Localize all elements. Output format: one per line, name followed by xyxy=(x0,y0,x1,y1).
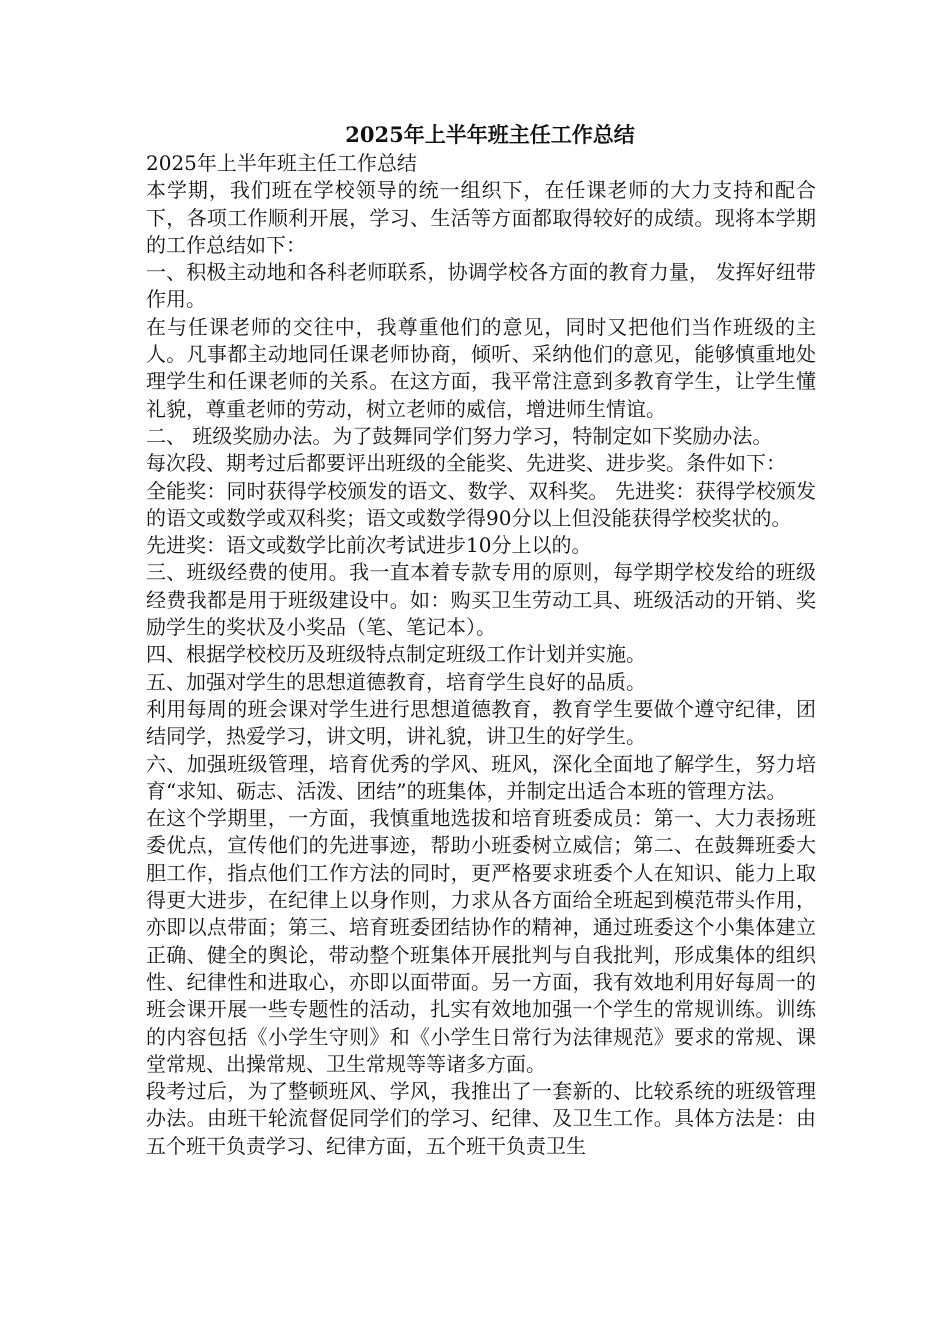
paragraph-section-1-heading: 一、积极主动地和各科老师联系，协调学校各方面的教育力量， 发挥好纽带作用。 xyxy=(146,260,816,312)
paragraph-award-all-round: 全能奖：同时获得学校颁发的语文、数学、双科奖。 先进奖：获得学校颁发的语文或数学或双科奖；语文或数学得90分以上但没能获得学校奖状的。 xyxy=(146,478,816,530)
paragraph-section-2-heading: 二、 班级奖励办法。为了鼓舞同学们努力学习，特制定如下奖励办法。 xyxy=(146,423,773,448)
paragraph-section-6-heading: 六、加强班级管理，培育优秀的学风、班风，深化全面地了解学生，努力培育“求知、砺志、活泼、团结”的班集体，并制定出适合本班的管理方法。 xyxy=(146,751,816,803)
paragraph-intro: 本学期，我们班在学校领导的统一组织下，在任课老师的大力支持和配合下，各项工作顺利开展，学习、生活等方面都取得较好的成绩。现将本学期的工作总结如下： xyxy=(146,178,816,257)
document-page xyxy=(146,120,816,1160)
paragraph-section-6-body: 在这个学期里，一方面，我慎重地选拔和培育班委成员：第一、大力表扬班委优点，宣传他们的先进事迹，帮助小班委树立威信；第二、在鼓舞班委大胆工作，指点他们工作方法的同时，更严格要求班委个人在知识、能力上取得更大进步，在纪律上以身作则，力求从各方面给全班起到模范带头作用，亦即以点带面；第三、培育班委团结协作的精神，通过班委这个小集体建立正确、健全的舆论，带动整个班集体开展批判与自我批判，形成集体的组织性、纪律性和进取心，亦即以面带面。另一方面，我有效地利用好每周一的班会课开展一些专题性的活动，扎实有效地加强一个学生的常规训练。训练的内容包括《小学生守则》和《小学生日常行为法律规范》要求的常规、课堂常规、出操常规、卫生常规等等诸多方面。 xyxy=(146,806,816,1076)
paragraph-section-2-conditions: 每次段、期考过后都要评出班级的全能奖、先进奖、进步奖。条件如下： xyxy=(146,451,786,476)
paragraph-section-1-body: 在与任课老师的交往中，我尊重他们的意见，同时又把他们当作班级的主人。凡事都主动地同任课老师协商，倾听、采纳他们的意见，能够慎重地处理学生和任课老师的关系。在这方面，我平常注意到多教育学生，让学生懂礼貌，尊重老师的劳动，树立老师的威信，增进师生情谊。 xyxy=(146,314,816,421)
paragraph-award-progress: 先进奖：语文或数学比前次考试进步10分上以的。 xyxy=(146,533,592,558)
paragraph-section-3: 三、班级经费的使用。我一直本着专款专用的原则，每学期学校发给的班级经费我都是用于班级建设中。如：购买卫生劳动工具、班级活动的开销、奖励学生的奖状及小奖品（笔、笔记本）。 xyxy=(146,560,816,640)
paragraph-after-midterm: 段考过后，为了整顿班风、学风，我推出了一套新的、比较系统的班级管理办法。由班干轮流督促同学们的学习、纪律、及卫生工作。具体方法是：由五个班干负责学习、纪律方面，五个班干负责卫生 xyxy=(146,1079,816,1158)
document-title: 2025年上半年班主任工作总结 xyxy=(345,122,635,147)
paragraph-section-4: 四、根据学校校历及班级特点制定班级工作计划并实施。 xyxy=(146,642,646,667)
paragraph-section-5-heading: 五、加强对学生的思想道德教育，培育学生良好的品质。 xyxy=(146,669,646,694)
paragraph-subtitle: 2025年上半年班主任工作总结 xyxy=(146,151,417,175)
paragraph-section-5-body: 利用每周的班会课对学生进行思想道德教育，教育学生要做个遵守纪律，团结同学，热爱学习，讲文明，讲礼貌，讲卫生的好学生。 xyxy=(146,696,816,749)
